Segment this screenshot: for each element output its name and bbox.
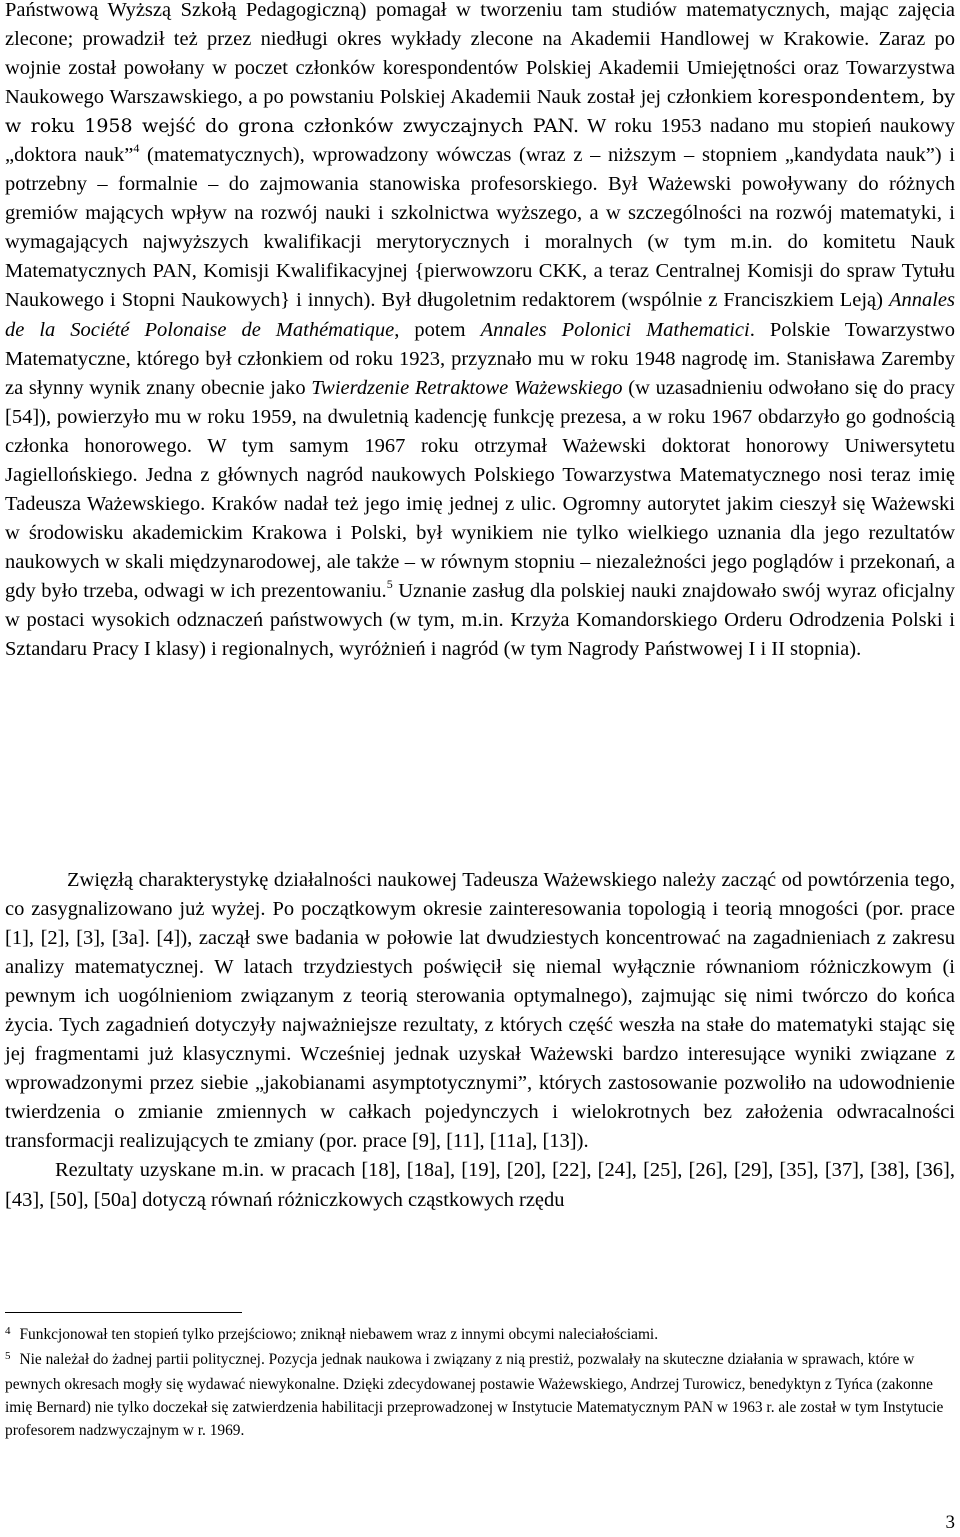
footnote-4 <box>5 1323 955 1348</box>
text-segment-sans: korespondentem, by w roku 1958 wejść do grona członków zwyczajnych PAN. <box>5 86 955 138</box>
paragraph-characteristics: Zwięzłą charakterystykę działalności naukowej Tadeusza Ważewskiego należy zacząć od powtórzenia tego, co zasygnalizowano już wyżej. Po początkowym okresie zainteresowania topologią i teorią mnogości (por. prace [1], [2], [3], [3a]. [4]), zaczął swe badania w połowie lat dwudziestych koncentrować na zagadnieniach z zakresu analizy matematycznej. W latach trzydziestych poświęcił się niemal wyłącznie równaniom różniczkowym (i pewnym ich uogólnieniom związanym z teorią sterowania optymalnego), zajmując się nimi twórczo do końca życia. Tych zagadnień dotyczyły najważniejsze rezultaty, z których część weszła na stałe do matematyki stając się jej fragmentami już klasycznymi. Wcześniej jednak uzyskał Ważewski bardzo interesujące wyniki związane z wprowadzonymi przez siebie „jakobianami asymptotycznymi”, których zastosowanie pozwoliło na udowodnienie twierdzenia o zmianie zmiennych w całkach pojedynczych i wielokrotnych bez założenia odwracalności transformacji realizujących te zmiany (por. prace [9], [11], [11a], [13]). <box>5 869 955 1153</box>
journal-title: Annales de la Société Polonaise de Mathématique <box>5 289 955 341</box>
text-segment: W roku 1953 nadano mu stopień naukowy „doktora nauk” <box>5 115 955 167</box>
paragraph-results: Rezultaty uzyskane m.in. w pracach [18], [18a], [19], [20], [22], [24], [25], [26], [29], [35], [37], [38], [36], [43], [50], [50a] dotyczą równań różniczkowych cząstkowych rzędu <box>5 1159 955 1211</box>
footnote-mark: 4 <box>5 1325 11 1337</box>
footnote-text: Nie należał do żadnej partii politycznej. Pozycja jednak naukowa i związany z nią prestiż, pozwalały na skuteczne działania w sprawach, które w pewnych okresach mogły się wydawać niewykonalne. Dzięki zdecydowanej postawie Ważewskiego, Andrzej Turowicz, benedyktyn z Tyńca (zakonne imię Bernard) nie tylko doczekał się zatwierdzenia habilitacji przeprowadzonej w Instytucie Matematycznym PAN w 1963 r. ale został w tym Instytucie profesorem nadzwyczajnym w r. 1969. <box>5 1351 944 1439</box>
page-number: 3 <box>945 1512 955 1533</box>
journal-title: Annales Polonici Mathematici <box>480 318 750 341</box>
footnote-5 <box>5 1348 955 1442</box>
paragraphs-scientific-work <box>5 866 955 1215</box>
text-segment: Uznanie zasług dla polskiej nauki znajdowało swój wyraz oficjalny w postaci wysokich odznaczeń państwowych (w tym, m.in. Krzyża Komandorskiego Orderu Odrodzenia Polski i Sztandaru Pracy I klasy) i regionalnych, wyróżnień i nagród (w tym Nagrody Państwowej I i II stopnia). <box>5 579 955 661</box>
text-segment: , potem <box>394 318 481 341</box>
footnote-ref-5: 5 <box>386 577 393 592</box>
footnote-text: Funkcjonował ten stopień tylko przejściowo; zniknął niebawem wraz z innymi obcymi naleciałościami. <box>19 1326 659 1343</box>
text-segment: . Polskie Towarzystwo Matematyczne, którego był członkiem od roku 1923, przyznało mu w roku 1948 nagrodę im. Stanisława Zaremby za słynny wynik znany obecnie jako <box>5 318 955 399</box>
footnote-mark: 5 <box>5 1350 11 1362</box>
text-segment: (w uzasadnieniu odwołano się do pracy [54]), powierzyło mu w roku 1959, na dwuletnią kadencję funkcję prezesa, a w roku 1967 obdarzyło go godnością członka honorowego. W tym samym 1967 roku otrzymał Ważewski doktorat honorowy Uniwersytetu Jagiellońskiego. Jedna z głównych nagród naukowych Polskiego Towarzystwa Matematycznego nosi teraz imię Tadeusza Ważewskiego. Kraków nadał też jego imię jednej z ulic. Ogromny autorytet jakim cieszył się Ważewski w środowisku akademickim Krakowa i Polski, był wynikiem nie tylko wielkiego uznania dla jego rezultatów naukowych w skali międzynarodowej, ale także – w równym stopniu – niezależności jego poglądów i przekonań, a gdy było trzeba, odwagi w ich prezentowaniu. <box>5 376 956 602</box>
text-segment: (matematycznych), wprowadzony wówczas (wraz z – niższym – stopniem „kandydata nauk”) i potrzebny – formalnie – do zajmowania stanowiska profesorskiego. Był Ważewski powoływany do różnych gremiów mających wpływ na rozwój nauki i szkolnictwa wyższego, a w szczególności na rozwój matematyki, i wymagających najwyższych kwalifikacji merytorycznych i moralnych (w tym m.in. do komitetu Nauk Matematycznych PAN, Komisji Kwalifikacyjnej {pierwowzoru CKK, a teraz Centralnej Komisji do spraw Tytułu Naukowego i Stopni Naukowych} i innych). Był długoletnim redaktorem (wspólnie z Franciszkiem Leją) <box>5 144 956 312</box>
footnote-ref-4: 4 <box>133 141 140 156</box>
footnotes <box>5 1323 955 1442</box>
text-segment: Państwową Wyższą Szkołą Pedagogiczną) pomagał w tworzeniu tam studiów matematycznych, mając zajęcia zlecone; prowadził też przez niedługi okres wykłady zlecone na Akademii Handlowej w Krakowie. Zaraz po wojnie został powołany w poczet członków korespondentów Polskiej Akademii Umiejętności oraz Towarzystwa Naukowego Warszawskiego, a po powstaniu Polskiej Akademii Nauk został jej członkiem <box>5 0 955 109</box>
paragraph-biography <box>5 0 955 664</box>
theorem-name: Twierdzenie Retraktowe Ważewskiego <box>311 376 623 399</box>
footnote-separator <box>5 1312 242 1313</box>
